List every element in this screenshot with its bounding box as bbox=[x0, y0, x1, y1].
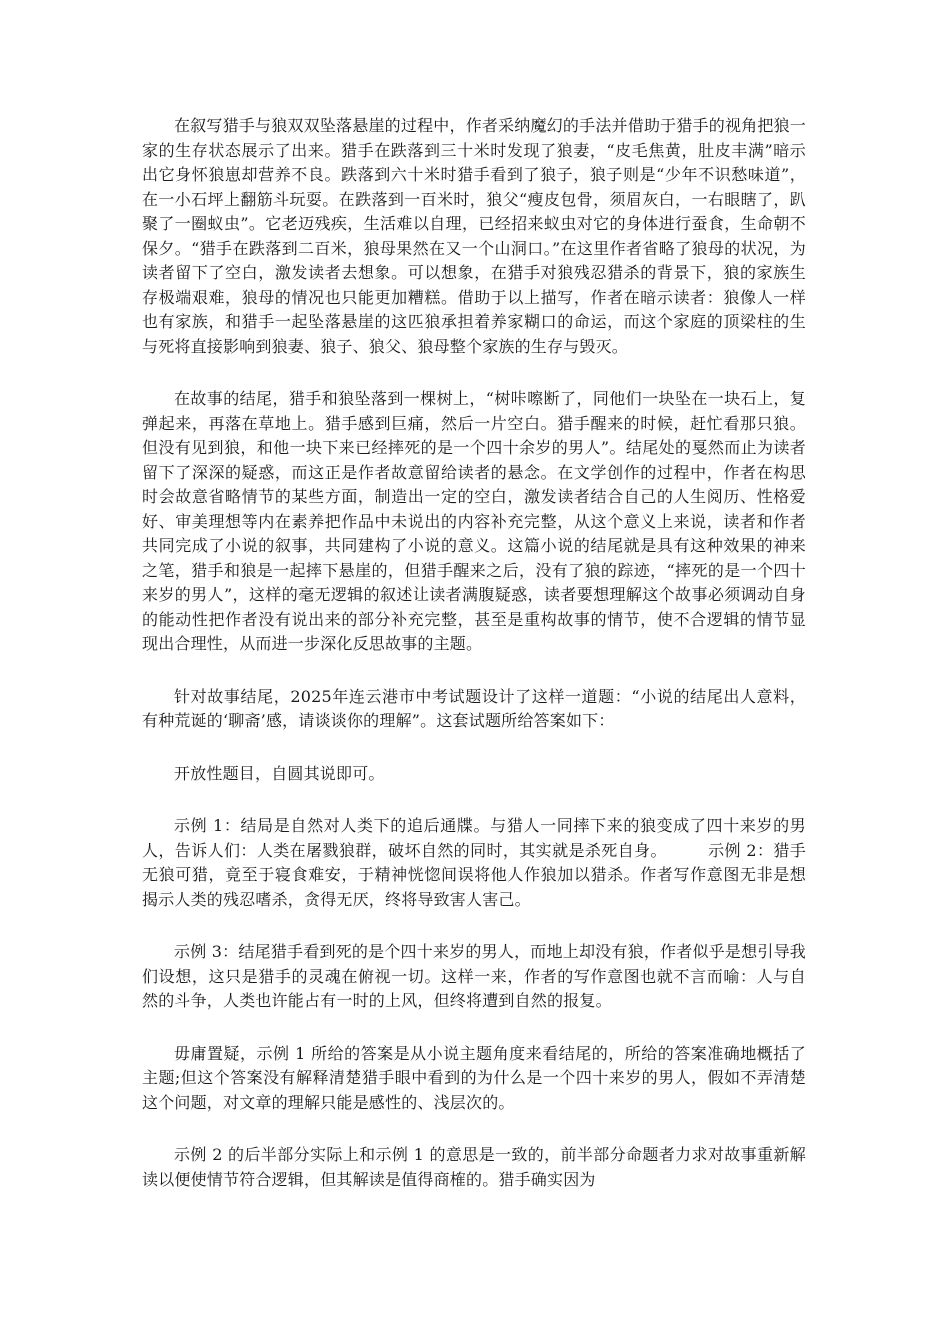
paragraph-exam-question: 针对故事结尾，2025年连云港市中考试题设计了这样一道题：“小说的结尾出人意料，有种荒诞的‘聊斋’感，请谈谈你的理解”。这套试题所给答案如下： bbox=[142, 686, 806, 730]
paragraph-example-3: 示例 3：结尾猎手看到死的是个四十来岁的男人，而地上却没有狼，作者似乎是想引导我们设想，这只是猎手的灵魂在俯视一切。这样一来，作者的写作意图也就不言而喻：人与自然的斗争，人类也许能占有一时的上风，但终将遭到自然的报复。 bbox=[142, 942, 806, 1010]
paragraph-analysis-1: 毋庸置疑，示例 1 所给的答案是从小说主题角度来看结尾的，所给的答案准确地概括了主题;但这个答案没有解释清楚猎手眼中看到的为什么是一个四十来岁的男人，假如不弄清楚这个问题，对文章的理解只能是感性的、浅层次的。 bbox=[142, 1043, 806, 1112]
document-body bbox=[142, 114, 806, 1220]
paragraph-example-1-2: 示例 1：结局是自然对人类下的追后通牒。与猎人一同摔下来的狼变成了四十来岁的男人，告诉人们：人类在屠戮狼群，破坏自然的同时，其实就是杀死自身。 示例 2：猎手无狼可猎，竟至于寝食难安，于精神恍惚间误将他人作狼加以猎杀。作者写作意图无非是想揭示人类的残忍嗜杀，贪得无厌，终将导致害人害己。 bbox=[142, 816, 806, 909]
paragraph-analysis-2: 示例 2 的后半部分实际上和示例 1 的意思是一致的，前半部分命题者力求对故事重新解读以便使情节符合逻辑，但其解读是值得商榷的。猎手确实因为 bbox=[142, 1145, 806, 1189]
paragraph-open-question: 开放性题目，自圆其说即可。 bbox=[174, 763, 385, 783]
paragraph-story-ending: 在故事的结尾，猎手和狼坠落到一棵树上，“树咔嚓断了，同他们一块坠在一块石上，复弹起来，再落在草地上。猎手感到巨痛，然后一片空白。猎手醒来的时候，赶忙看那只狼。但没有见到狼，和他一块下来已经摔死的是一个四十余岁的男人”。结尾处的戛然而止为读者留下了深深的疑惑，而这正是作者故意留给读者的悬念。在文学创作的过程中，作者在构思时会故意省略情节的某些方面，制造出一定的空白，激发读者结合自己的人生阅历、性格爱好、审美理想等内在素养把作品中未说出的内容补充完整，从这个意义上来说，读者和作者共同完成了小说的叙事，共同建构了小说的意义。这篇小说的结尾就是具有这种效果的神来之笔，猎手和狼是一起摔下悬崖的，但猎手醒来之后，没有了狼的踪迹，“摔死的是一个四十来岁的男人”，这样的毫无逻辑的叙述让读者满腹疑惑，读者要想理解这个故事必须调动自身的能动性把作者没有说出来的部分补充完整，甚至是重构故事的情节，使不合逻辑的情节显现出合理性，从而进一步深化反思故事的主题。 bbox=[142, 389, 806, 653]
paragraph-wolf-family: 在叙写猎手与狼双双坠落悬崖的过程中，作者采纳魔幻的手法并借助于猎手的视角把狼一家的生存状态展示了出来。猎手在跌落到三十米时发现了狼妻，“皮毛焦黄，肚皮丰满”暗示出它身怀狼崽却营养不良。跌落到六十米时猎手看到了狼子，狼子则是“少年不识愁味道”，在一小石坪上翻筋斗玩耍。在跌落到一百米时，狼父“瘦皮包骨，须眉灰白，一右眼瞎了，趴聚了一圈蚁虫”。它老迈残疾，生活难以自理，已经招来蚁虫对它的身体进行蚕食，生命朝不保夕。“猎手在跌落到二百米，狼母果然在又一个山洞口。”在这里作者省略了狼母的状况，为读者留下了空白，激发读者去想象。可以想象，在猎手对狼残忍猎杀的背景下，狼的家族生存极端艰难，狼母的情况也只能更加糟糕。借助于以上描写，作者在暗示读者：狼像人一样也有家族，和猎手一起坠落悬崖的这匹狼承担着养家糊口的命运，而这个家庭的顶梁柱的生与死将直接影响到狼妻、狼子、狼父、狼母整个家族的生存与毁灭。 bbox=[142, 116, 806, 356]
